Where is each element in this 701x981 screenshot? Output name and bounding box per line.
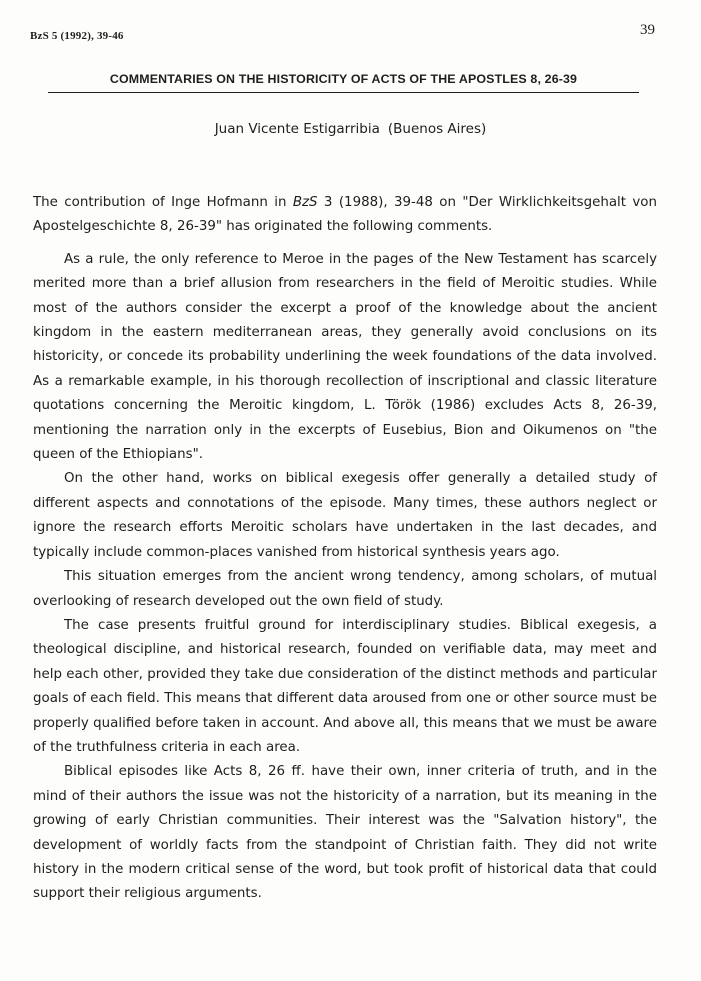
journal-abbreviation: BzS [292, 195, 318, 210]
title-underline [48, 92, 639, 93]
paragraph-1 [33, 191, 657, 240]
paragraph-1-text-b: 3 (1988), 39-48 on "Der Wirklichkeitsgehalt von Apostelgeschichte 8, 26-39" has originated the following comments. [33, 195, 657, 235]
paragraph-5: The case presents fruitful ground for interdisciplinary studies. Biblical exegesis, a theological discipline, and historical research, founded on verifiable data, may meet and help each other, provided they take due consideration of the distinct methods and particular goals of each field. This means that different data aroused from one or other source must be properly qualified before taken in account. And above all, this means that we must be aware of the truthfulness criteria in each area. [33, 617, 657, 755]
article-body [33, 191, 657, 907]
running-head: BzS 5 (1992), 39-46 [30, 30, 124, 42]
author-line [0, 121, 701, 137]
author-affiliation: (Buenos Aires) [387, 121, 487, 137]
paragraph-3: On the other hand, works on biblical exegesis offer generally a detailed study of different aspects and connotations of the episode. Many times, these authors neglect or ignore the research efforts Meroitic scholars have undertaken in the last decades, and typically include common-places vanished from historical synthesis years ago. [33, 471, 657, 560]
author-name: Juan Vicente Estigarribia [214, 121, 380, 137]
paragraph-2: As a rule, the only reference to Meroe in the pages of the New Testament has scarcely merited more than a brief allusion from researchers in the field of Meroitic studies. While most of the authors consider the excerpt a proof of the knowledge about the ancient kingdom in the eastern mediterranean areas, they generally avoid conclusions on its historicity, or concede its probability underlining the week foundations of the data involved. As a remarkable example, in his thorough recollection of inscriptional and classic literature quotations concerning the Meroitic kingdom, L. Török (1986) excludes Acts 8, 26-39, mentioning the narration only in the excerpts of Eusebius, Bion and Oikumenos on "the queen of the Ethiopians". [33, 251, 657, 463]
page-number: 39 [640, 22, 655, 38]
paragraph-1-text-a: The contribution of Inge Hofmann in [33, 195, 293, 210]
paragraph-6: Biblical episodes like Acts 8, 26 ff. have their own, inner criteria of truth, and in the mind of their authors the issue was not the historicity of a narration, but its meaning in the growing of early Christian communities. Their interest was the "Salvation history", the development of worldly facts from the standpoint of Christian faith. They did not write history in the modern critical sense of the word, but took profit of historical data that could support their religious arguments. [33, 764, 657, 902]
paragraph-4: This situation emerges from the ancient wrong tendency, among scholars, of mutual overlooking of research developed out the own field of study. [33, 569, 657, 609]
article-title: COMMENTARIES ON THE HISTORICITY OF ACTS OF THE APOSTLES 8, 26-39 [109, 72, 578, 86]
